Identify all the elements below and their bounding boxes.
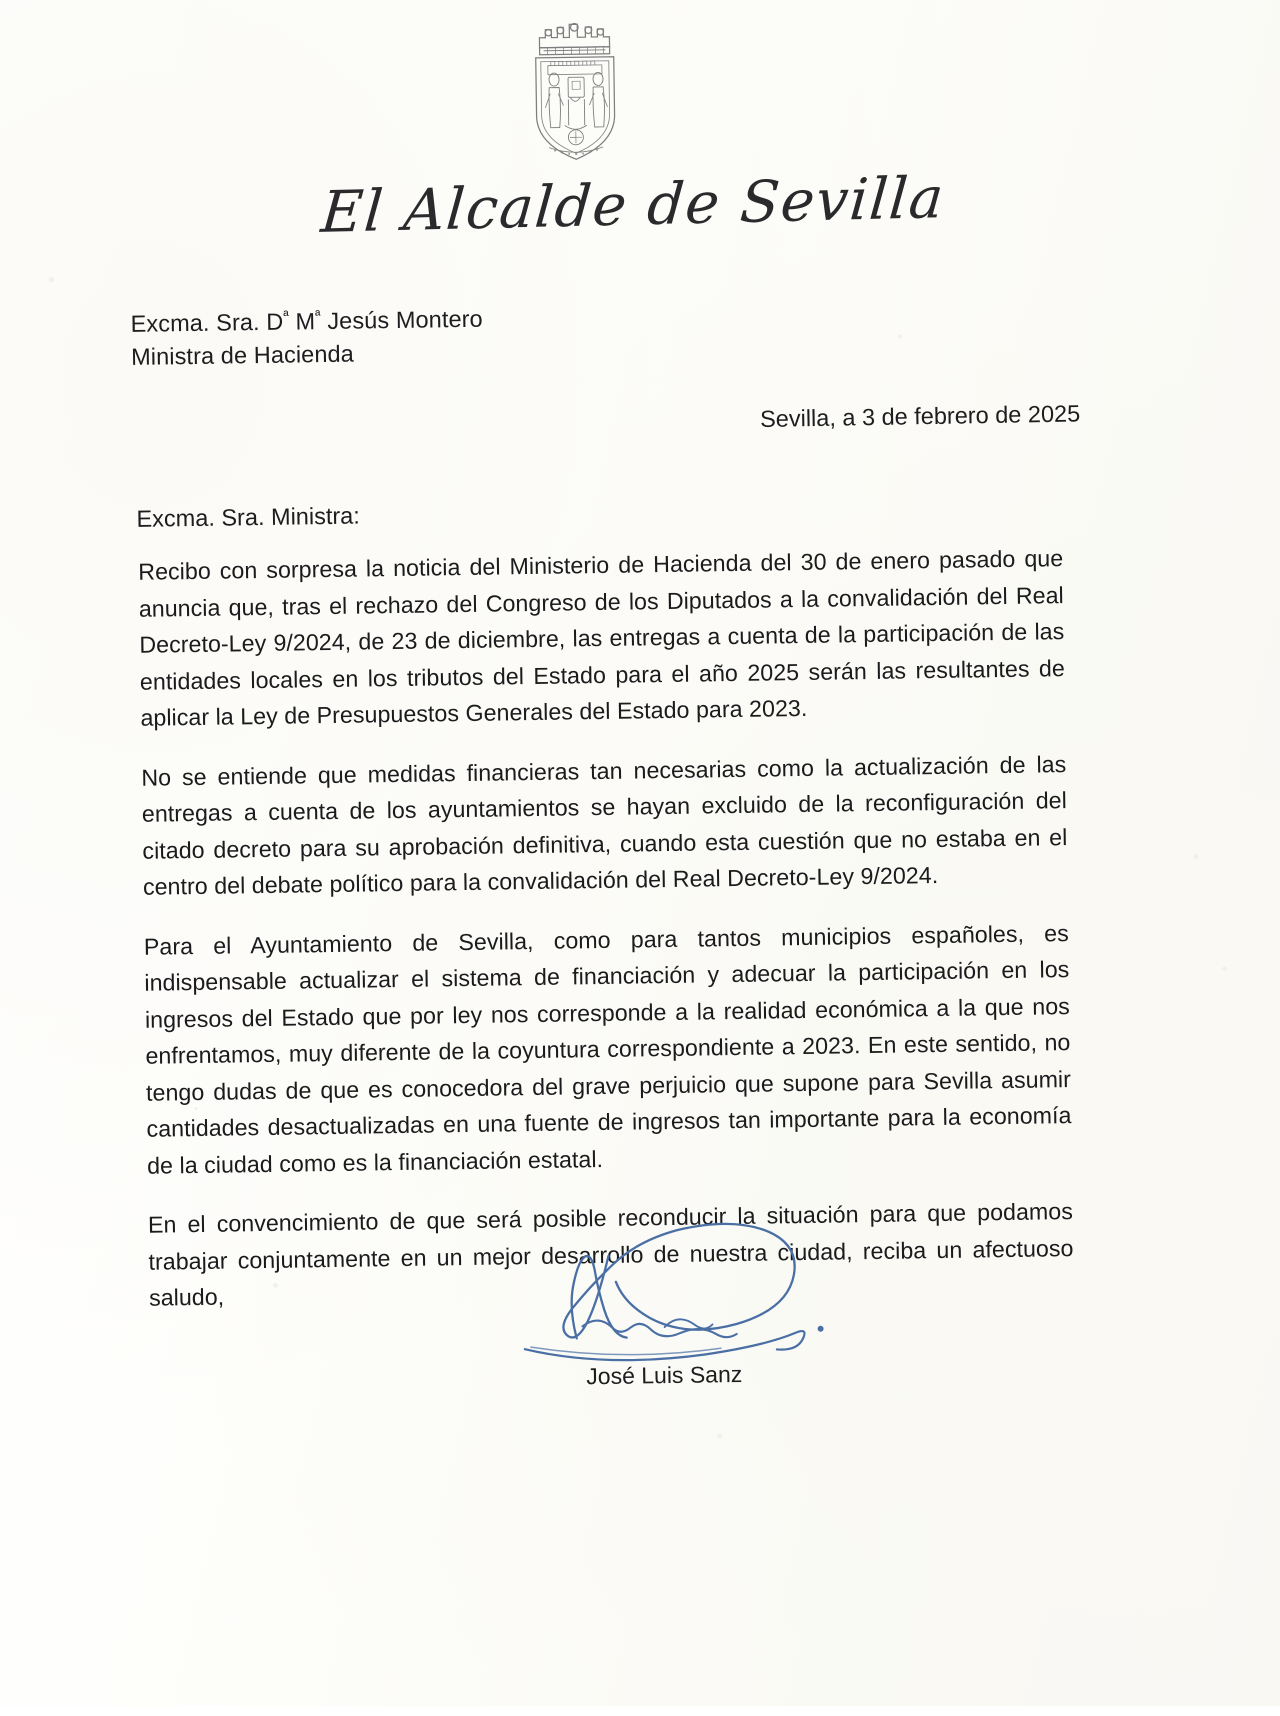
signer-name-text: José Luis Sanz [586,1360,743,1390]
scan-speck [1194,854,1199,859]
seville-coat-of-arms-icon [517,6,639,168]
page-title [0,157,1275,253]
recipient-role: Ministra de Hacienda [130,340,355,370]
letterhead-title: El Alcalde de Sevilla [318,165,948,246]
dateline: Sevilla, a 3 de febrero de 2025 [759,400,1081,432]
recipient-block [130,303,483,374]
scan-speck [49,277,54,282]
salutation: Excma. Sra. Ministra: [136,502,360,532]
scan-speck [717,1433,722,1438]
signer-name [10,1353,1280,1399]
body-paragraph: No se entiende que medidas financieras tan necesarias como la actualización de las entregas a cuenta de los ayuntamientos se hayan excluido de la reconfiguración del citado decreto para su aprobación definitiva, cuando esta cuestión que no estaba en el centro del debate político para la convalidación del Real Decreto-Ley 9/2024. [141,750,1068,900]
body-paragraph: Recibo con sorpresa la noticia del Ministerio de Hacienda del 30 de enero pasado que anuncia que, tras el rechazo del Congreso de los Diputados a la convalidación del Real Decreto-Ley 9/2024, de 23 de diciembre, las entregas a cuenta de la participación de las entidades locales en los tributos del Estado para el año 2025 serán las resultantes de aplicar la Ley de Presupuestos Generales del Estado para 2023. [138,545,1066,731]
body-paragraph: En el convencimiento de que será posible reconducir la situación para que podamos trabajar conjuntamente en un mejor desarrollo de nuestra ciudad, reciba un afectuoso saludo, [147,1198,1074,1311]
letter-body [138,540,1074,1316]
recipient-name: Excma. Sra. $D^ª$ $M^ª$ Jesús Montero [130,305,483,337]
body-paragraph: Para el Ayuntamiento de Sevilla, como para tantos municipios españoles, es indispensable actualizar el sistema de financiación y adecuar la participación en los ingresos del Estado que por ley nos corresponde a la realidad económica a la que nos enfrentamos, muy diferente de la coyuntura correspondiente a 2023. En este sentido, no tengo dudas de que es conocedora del grave perjuicio que supone para Sevilla asumir cantidades desactualizadas en una fuente de ingresos tan importante para la economía de la ciudad como es la financiación estatal. [143,919,1072,1179]
scan-speck [898,334,902,338]
scan-speck [1222,967,1226,971]
